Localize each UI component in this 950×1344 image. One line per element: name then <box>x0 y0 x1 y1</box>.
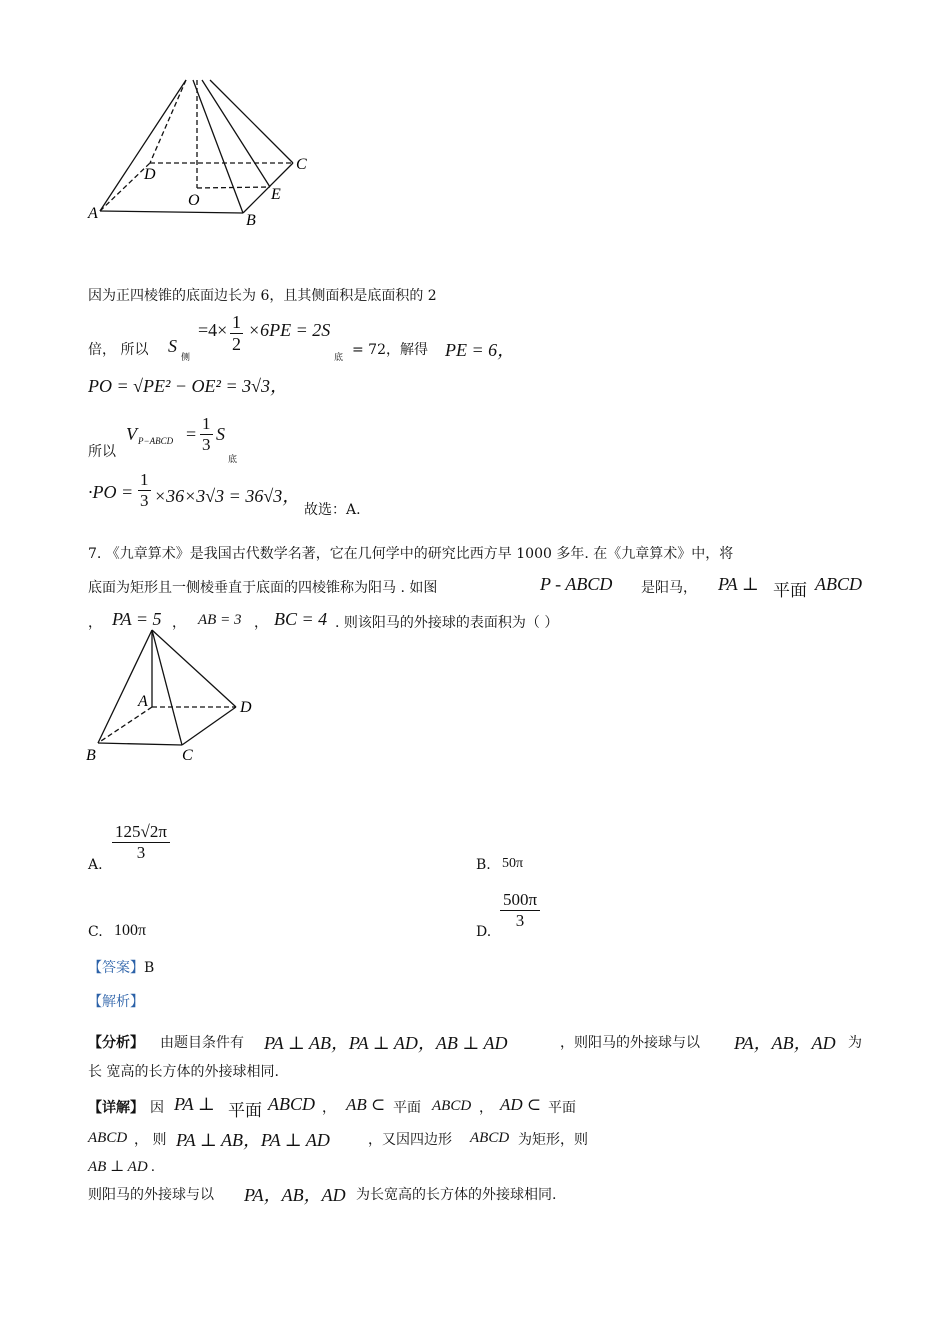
xiangjie-line4: 则阳马的外接球与以 PA，AB，AD 为长宽高的长方体的外接球相同. <box>88 1185 557 1205</box>
option-b-value: 50π <box>502 856 524 871</box>
option-d-value: 500π 3 <box>500 890 540 931</box>
yangma-figure <box>80 625 280 775</box>
label-b: B <box>86 747 96 764</box>
option-d-label: D. <box>476 924 492 940</box>
option-b-label: B. <box>476 857 491 873</box>
label-c: C <box>182 747 193 764</box>
fenxi-line2: 长 宽高的长方体的外接球相同. <box>88 1064 279 1080</box>
label-o: O <box>188 192 200 209</box>
label-c: C <box>296 156 307 173</box>
third-fraction-2: 1 3 <box>140 470 149 510</box>
label-e: E <box>271 186 281 203</box>
label-a: A <box>88 205 98 222</box>
xiangjie-line2: ABCD ， 则 PA ⊥ AB，PA ⊥ AD ，又因四边形 ABCD 为矩形，则 <box>88 1130 588 1150</box>
sol6-po-line: PO = √PE² − OE² = 3√3， <box>88 376 288 396</box>
xiangjie-line1: 【详解】 因 PA ⊥ 平面 ABCD ， AB ⊂ 平面 ABCD ， AD ⊂ 平面 <box>88 1094 576 1121</box>
pyramid-figure-1 <box>80 75 330 235</box>
option-c-label: C. <box>88 924 103 940</box>
fenxi-line1: 【分析】 由题目条件有 PA ⊥ AB，PA ⊥ AD，AB ⊥ AD ，则阳马的外接球与以 PA，AB，AD 为 <box>88 1033 862 1053</box>
analysis-tag: 【解析】 <box>88 994 144 1010</box>
answer-line <box>88 957 154 977</box>
xiangjie-line3: AB ⊥ AD . <box>88 1159 156 1175</box>
third-fraction: 1 3 <box>202 414 211 454</box>
label-d: D <box>144 166 156 183</box>
label-d: D <box>240 699 252 716</box>
sol6-line1: 因为正四棱锥的底面边长为 6，且其侧面积是底面积的 2 <box>88 288 437 304</box>
half-fraction: 1 2 <box>232 312 241 354</box>
option-c-value: 100π <box>114 922 147 939</box>
sol6-answer: 故选：A. <box>304 502 361 518</box>
q7-line3: ， PA = 5 ， AB = 3 ， BC = 4 . 则该阳马的外接球的表面积为（ ） <box>88 609 559 631</box>
q7-line1: 7. 《九章算术》是我国古代数学名著，它在几何学中的研究比西方早 1000 多年. 在《九章算术》中，将 <box>88 546 734 562</box>
answer-tag: 【答案】 <box>88 960 144 976</box>
sol6-volume-line: 所以 V P−ABCD = 1 3 S 底 <box>88 414 238 465</box>
option-a-value: 125√2π 3 <box>112 822 170 863</box>
label-a: A <box>138 693 148 710</box>
option-a-label: A. <box>88 857 103 873</box>
label-b: B <box>246 212 256 229</box>
sol6-calc-line: ·PO = 1 3 ×36×3√3 = 36√3， <box>88 470 301 510</box>
q7-line2: 底面为矩形且一侧棱垂直于底面的四棱锥称为阳马 . 如图 P - ABCD 是阳马， PA ⊥ 平面 ABCD <box>88 574 862 601</box>
answer-value: B <box>144 960 155 976</box>
